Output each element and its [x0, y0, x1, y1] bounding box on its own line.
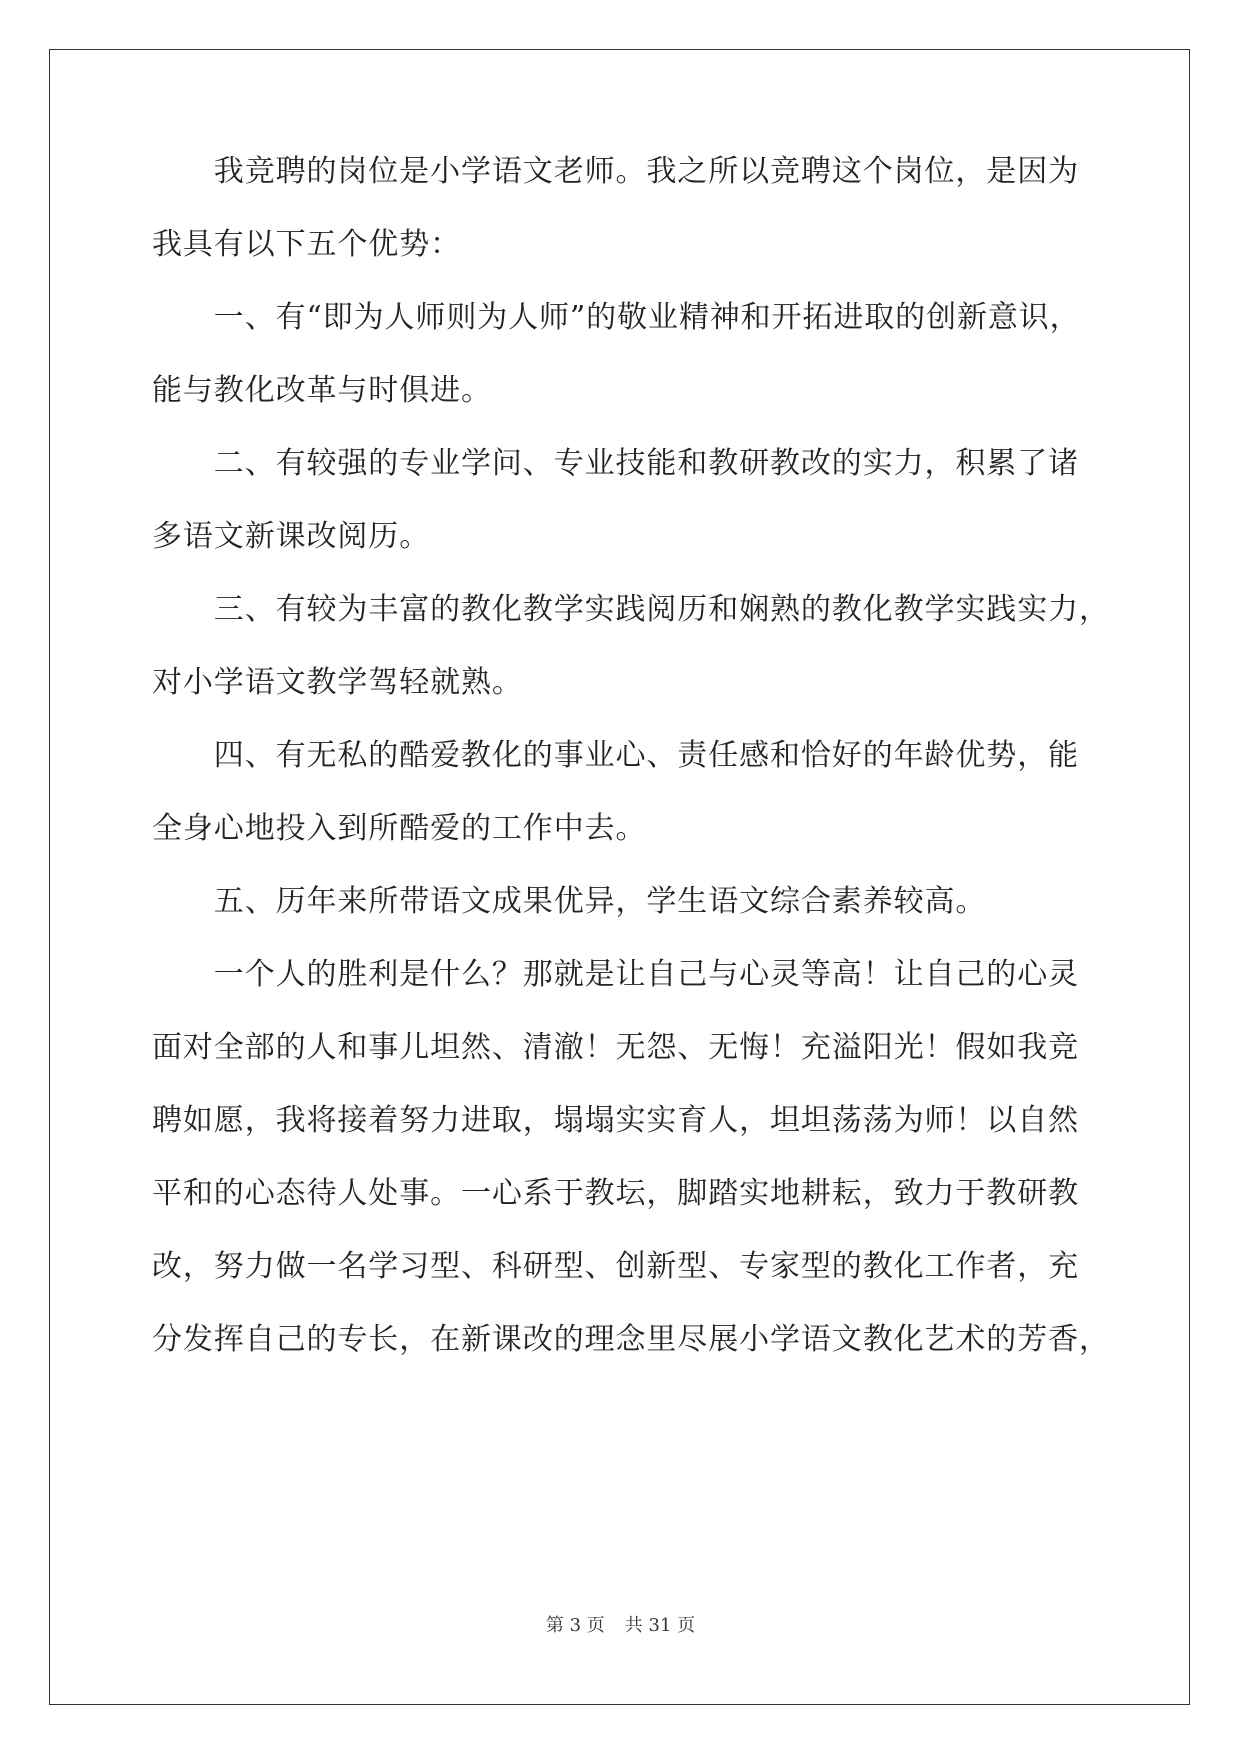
- text-line: 一、有“即为人师则为人师”的敬业精神和开拓进取的创新意识，: [152, 300, 1081, 335]
- text-line: 三、有较为丰富的教化教学实践阅历和娴熟的教化教学实践实力，: [152, 592, 1110, 627]
- page-number: 第 3 页: [545, 1615, 605, 1636]
- text-line: 平和的心态待人处事。一心系于教坛，脚踏实地耕耘，致力于教研教: [152, 1176, 1079, 1211]
- text-line: 我具有以下五个优势：: [152, 227, 461, 262]
- text-line: 对小学语文教学驾轻就熟。: [152, 665, 523, 700]
- text-line: 能与教化改革与时俱进。: [152, 373, 492, 408]
- text-line: 一个人的胜利是什么？那就是让自己与心灵等高！让自己的心灵: [152, 957, 1079, 992]
- text-line: 改，努力做一名学习型、科研型、创新型、专家型的教化工作者，充: [152, 1249, 1079, 1284]
- text-line: 面对全部的人和事儿坦然、清澈！无怨、无悔！充溢阳光！假如我竞: [152, 1030, 1079, 1065]
- text-line: 全身心地投入到所酷爱的工作中去。: [152, 811, 647, 846]
- page-total: 共 31 页: [624, 1615, 696, 1636]
- text-line: 五、历年来所带语文成果优异，学生语文综合素养较高。: [152, 884, 987, 919]
- text-line: 聘如愿，我将接着努力进取，塌塌实实育人，坦坦荡荡为师！以自然: [152, 1103, 1079, 1138]
- text-line: 多语文新课改阅历。: [152, 519, 431, 554]
- text-line: 四、有无私的酷爱教化的事业心、责任感和恰好的年龄优势，能: [152, 738, 1079, 773]
- text-line: 分发挥自己的专长，在新课改的理念里尽展小学语文教化艺术的芳香，: [152, 1322, 1110, 1357]
- page-footer: [0, 1614, 1241, 1638]
- text-line: 我竞聘的岗位是小学语文老师。我之所以竞聘这个岗位，是因为: [152, 154, 1079, 189]
- text-line: 二、有较强的专业学问、专业技能和教研教改的实力，积累了诸: [152, 446, 1079, 481]
